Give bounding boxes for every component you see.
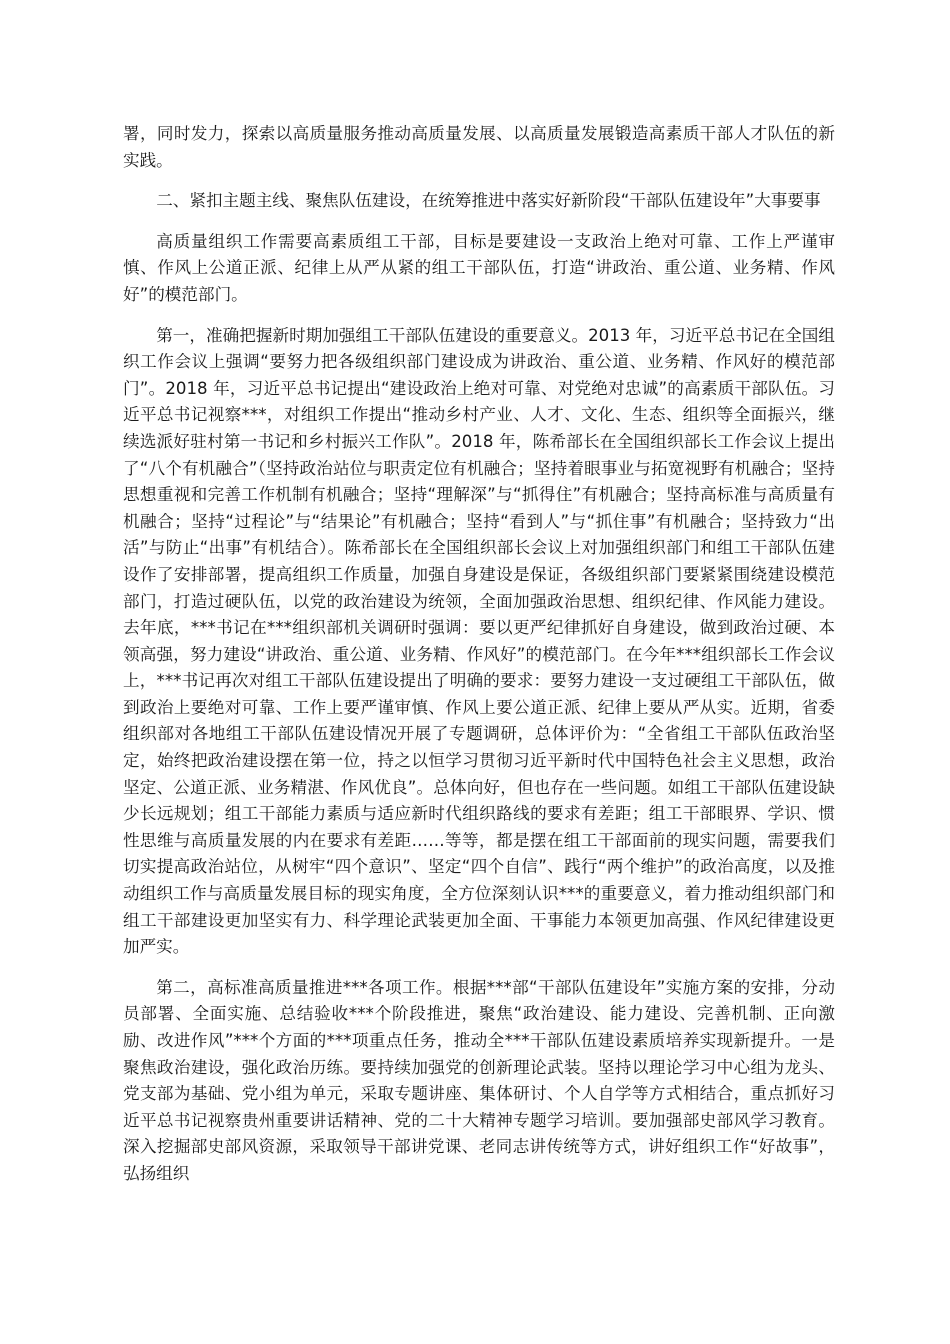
paragraph-first: 第一，准确把握新时期加强组工干部队伍建设的重要意义。2013 年，习近平总书记在全国组织工作会议上强调“要努力把各级组织部门建设成为讲政治、重公道、业务精、作风好的模范部门”。2018 年，习近平总书记提出“建设政治上绝对可靠、对党绝对忠诚”的高素质干部队伍。习近平总书记视察***，对组织工作提出“推动乡村产业、人才、文化、生态、组织等全面振兴，继续选派好驻村第一书记和乡村振兴工作队”。2018 年，陈希部长在全国组织部长工作会议上提出了“八个有机融合”（坚持政治站位与职责定位有机融合；坚持着眼事业与拓宽视野有机融合；坚持思想重视和完善工作机制有机融合；坚持“理解深”与“抓得住”有机融合；坚持高标准与高质量有机融合；坚持“过程论”与“结果论”有机融合；坚持“看到人”与“抓住事”有机融合；坚持致力“出活”与防止“出事”有机结合）。陈希部长在全国组织部长会议上对加强组织部门和组工干部队伍建设作了安排部署，提高组织工作质量，加强自身建设是保证，各级组织部门要紧紧围绕建设模范部门，打造过硬队伍，以党的政治建设为统领，全面加强政治思想、组织纪律、作风能力建设。去年底，***书记在***组织部机关调研时强调：要以更严纪律抓好自身建设，做到政治过硬、本领高强，努力建设“讲政治、重公道、业务精、作风好”的模范部门。在今年***组织部长工作会议上，***书记再次对组工干部队伍建设提出了明确的要求：要努力建设一支过硬组工干部队伍，做到政治上要绝对可靠、工作上要严谨审慎、作风上要公道正派、纪律上要从严从实。近期，省委组织部对各地组工干部队伍建设情况开展了专题调研，总体评价为：“全省组工干部队伍政治坚定，始终把政治建设摆在第一位，持之以恒学习贯彻习近平新时代中国特色社会主义思想，政治坚定、公道正派、业务精湛、作风优良”。总体向好，但也存在一些问题。如组工干部队伍建设缺少长远规划；组工干部能力素质与适应新时代组织路线的要求有差距；组工干部眼界、学识、惯性思维与高质量发展的内在要求有差距……等等，都是摆在组工干部面前的现实问题，需要我们切实提高政治站位，从树牢“四个意识”、坚定“四个自信”、践行“两个维护”的政治高度，以及推动组织工作与高质量发展目标的现实角度，全方位深刻认识***的重要意义，着力推动组织部门和组工干部建设更加坚实有力、科学理论武装更加全面、干事能力本领更加高强、作风纪律建设更加严实。 [123,325,835,957]
document-page [123,121,835,1202]
section-heading: 二、紧扣主题主线、聚焦队伍建设，在统筹推进中落实好新阶段“干部队伍建设年”大事要事 [156,191,821,211]
paragraph-continued: 署，同时发力，探索以高质量服务推动高质量发展、以高质量发展锻造高素质干部人才队伍的新实践。 [123,124,835,170]
paragraph-second: 第二，高标准高质量推进***各项工作。根据***部“干部队伍建设年”实施方案的安排，分动员部署、全面实施、总结验收***个阶段推进，聚焦“政治建设、能力建设、完善机制、正向激励、改进作风”***个方面的***项重点任务，推动全***干部队伍建设素质培养实现新提升。一是聚焦政治建设，强化政治历练。要持续加强党的创新理论武装。坚持以理论学习中心组为龙头、党支部为基础、党小组为单元，采取专题讲座、集体研讨、个人自学等方式相结合，重点抓好习近平总书记视察贵州重要讲话精神、党的二十大精神专题学习培训。要加强部史部风学习教育。深入挖掘部史部风资源，采取领导干部讲党课、老同志讲传统等方式，讲好组织工作“好故事”，弘扬组织 [123,977,835,1183]
paragraph-intro: 高质量组织工作需要高素质组工干部，目标是要建设一支政治上绝对可靠、工作上严谨审慎、作风上公道正派、纪律上从严从紧的组工干部队伍，打造“讲政治、重公道、业务精、作风好”的模范部门。 [123,231,835,304]
